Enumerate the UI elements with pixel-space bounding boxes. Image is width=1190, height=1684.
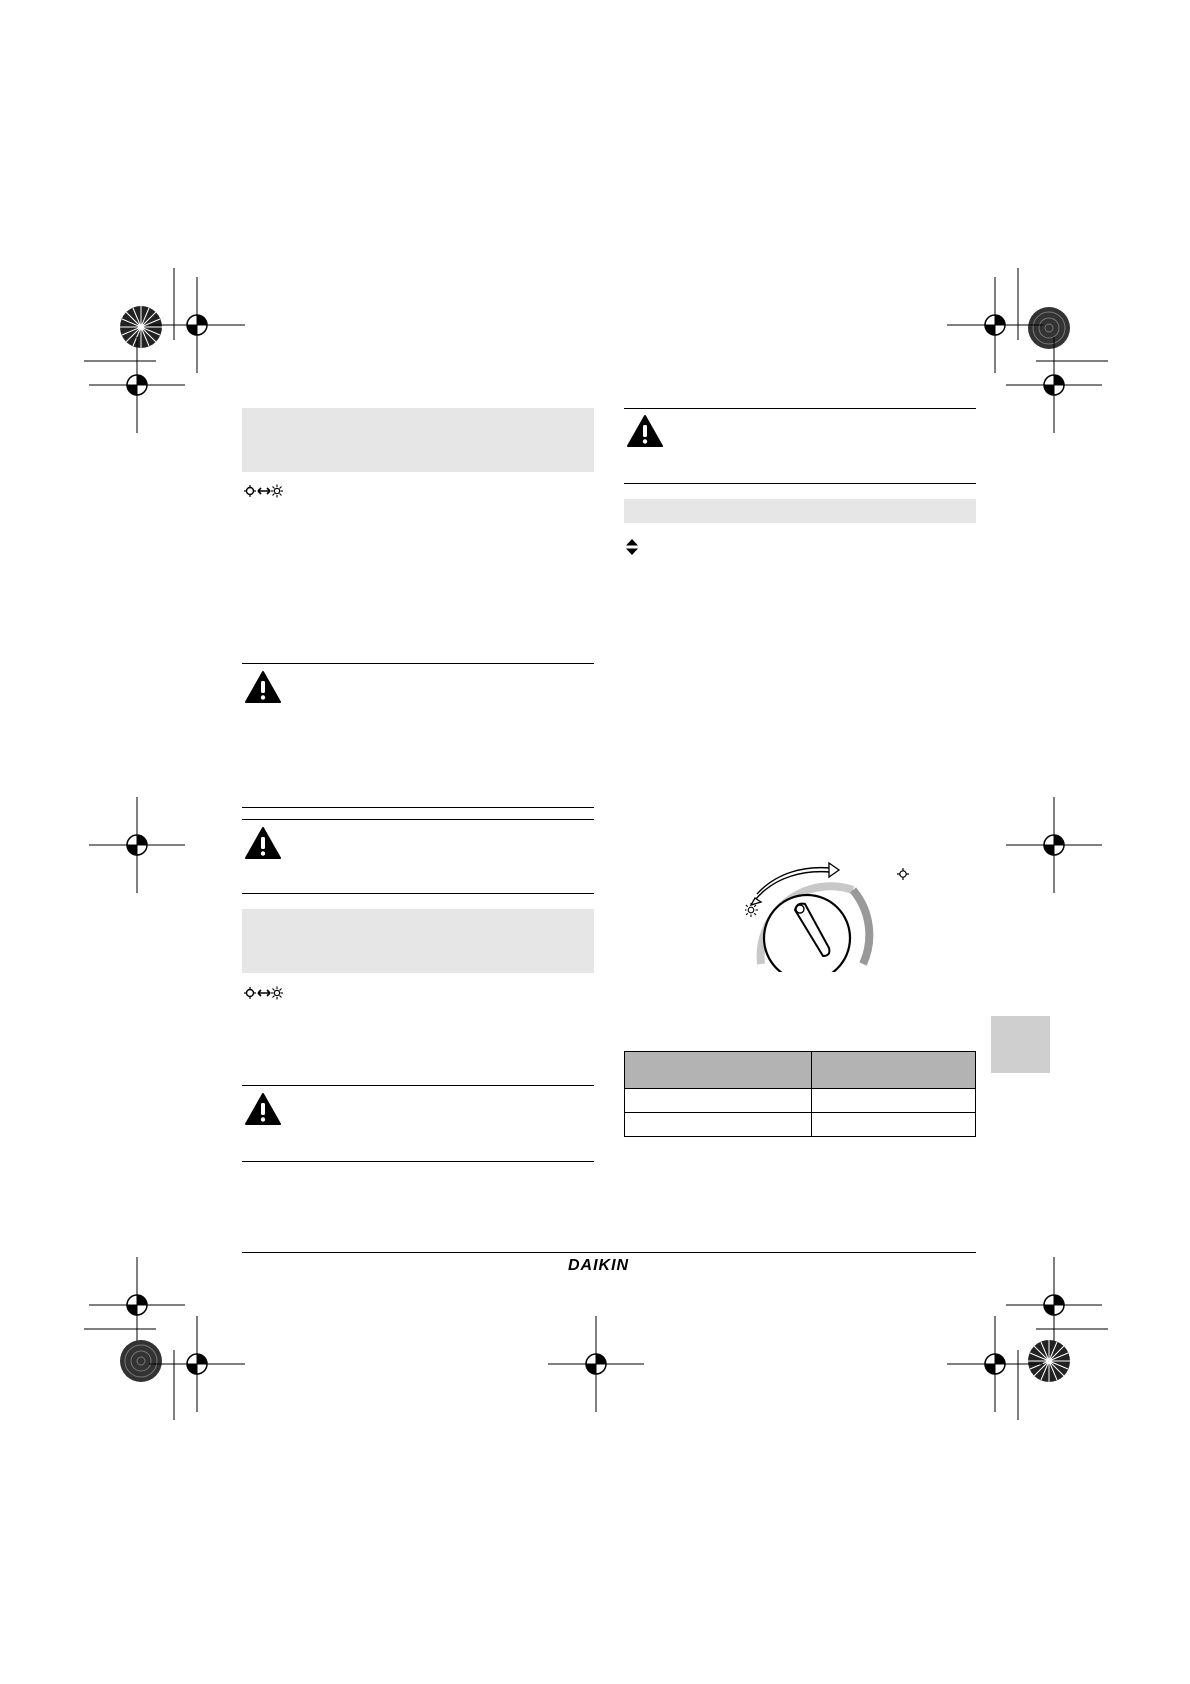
table-cell — [625, 1113, 812, 1137]
setting-table — [624, 1051, 976, 1137]
table-cell — [812, 1113, 976, 1137]
temperature-dial-illustration — [745, 860, 920, 977]
heat-sun-icon — [745, 903, 758, 917]
warning-rule-top — [624, 408, 976, 409]
color-wheel-icon — [120, 306, 162, 348]
brand-logo: DAIKIN — [568, 1257, 630, 1274]
warning-rule-bottom — [242, 893, 594, 894]
section-heading-panel — [242, 408, 594, 472]
table-cell — [812, 1089, 976, 1113]
table-header-cell — [812, 1052, 976, 1089]
warning-rule-bottom — [242, 1161, 594, 1162]
warning-rule-top — [242, 1085, 594, 1086]
warning-rule-top — [242, 663, 594, 664]
cool-flake-icon — [897, 868, 909, 880]
color-wheel-icon — [1028, 1340, 1070, 1382]
cool-heat-switch-icon — [244, 986, 284, 1005]
chapter-tab-marker — [991, 1016, 1050, 1073]
warning-rule-top — [242, 819, 594, 820]
table-row — [625, 1113, 976, 1137]
warning-rule-bottom — [242, 807, 594, 808]
table-header-row — [625, 1052, 976, 1089]
warning-triangle-icon — [244, 1092, 282, 1126]
warning-rule-bottom — [624, 483, 976, 484]
footer-rule — [242, 1252, 976, 1253]
table-row — [625, 1089, 976, 1113]
color-wheel-icon — [1028, 307, 1070, 349]
section-heading-panel — [624, 499, 976, 523]
color-wheel-icon — [120, 1340, 162, 1382]
warning-triangle-icon — [244, 826, 282, 860]
warning-triangle-icon — [626, 414, 664, 448]
table-cell — [625, 1089, 812, 1113]
warning-triangle-icon — [244, 670, 282, 704]
section-heading-panel — [242, 909, 594, 973]
up-down-arrow-icon — [625, 538, 639, 561]
table-header-cell — [625, 1052, 812, 1089]
cool-heat-switch-icon — [244, 484, 284, 503]
